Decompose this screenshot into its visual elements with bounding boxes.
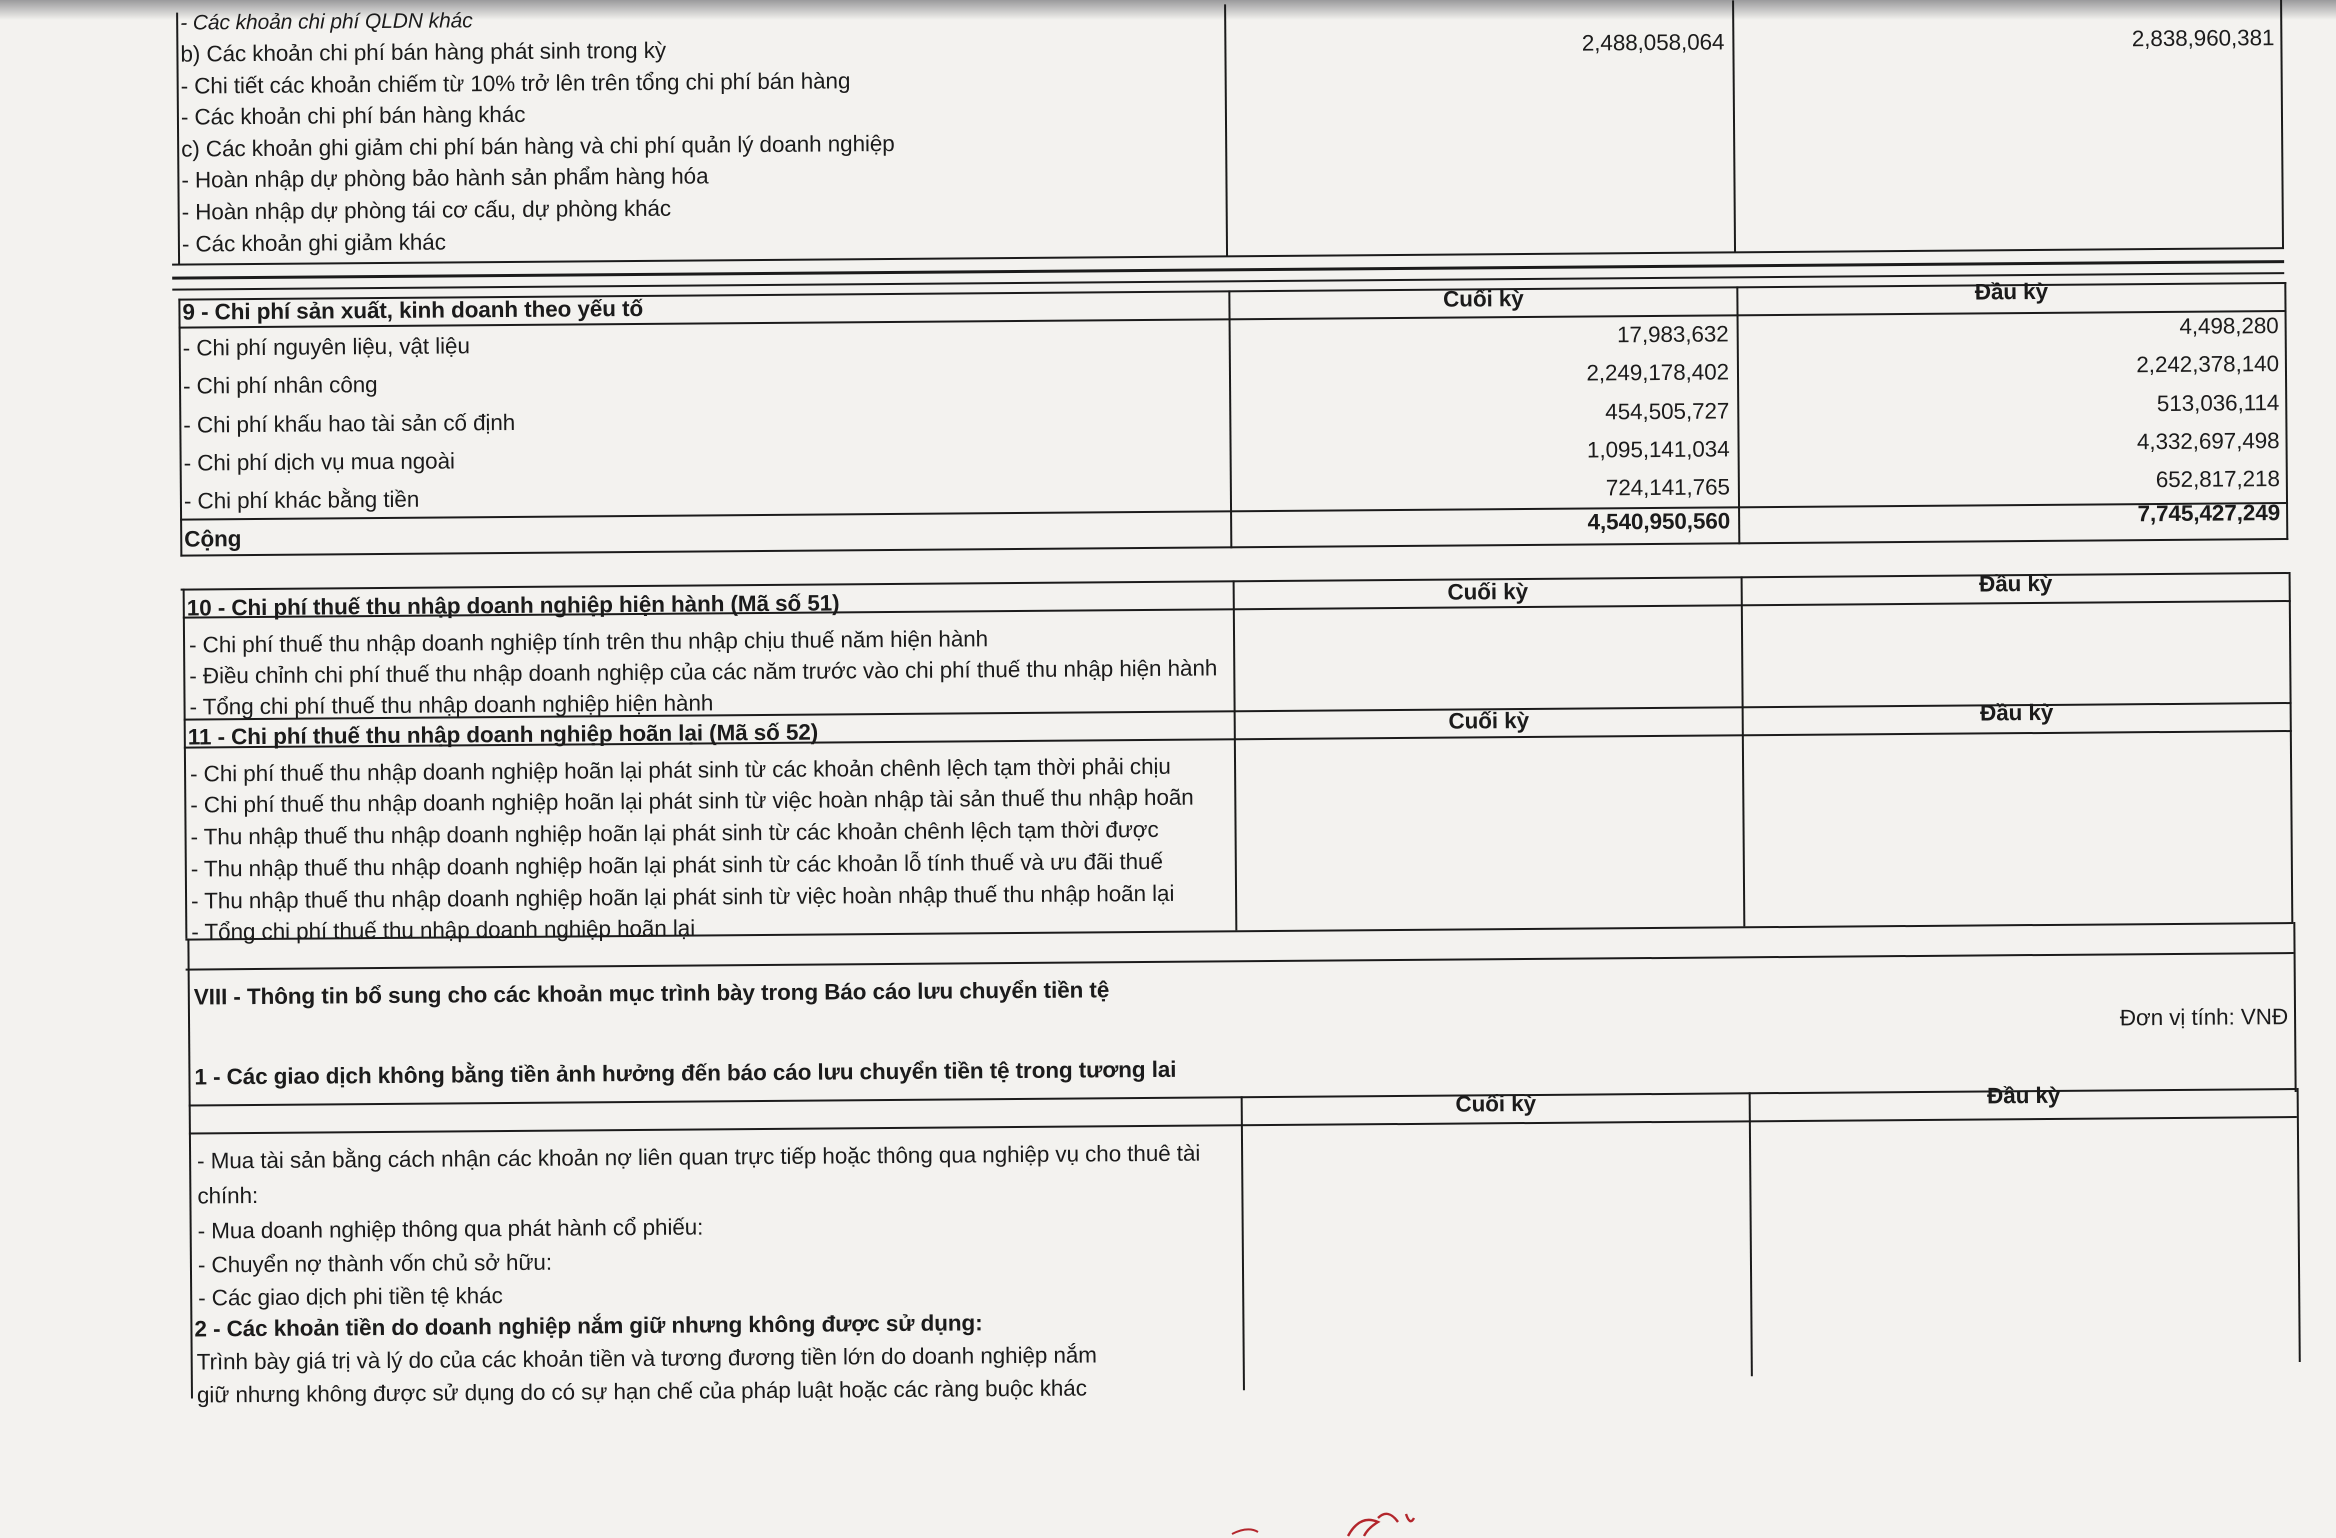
sec10-row: - Tổng chi phí thuế thu nhập doanh nghiệp hiện hành <box>189 690 714 720</box>
sec-viii-row: - Mua doanh nghiệp thông qua phát hành cổ phiếu: <box>197 1214 704 1244</box>
sec10-title: 10 - Chi phí thuế thu nhập doanh nghiệp hiện hành (Mã số 51) <box>186 590 840 621</box>
rule <box>2293 922 2296 1092</box>
sec9-total-label: Cộng <box>184 526 242 552</box>
sec8-row: b) Các khoản chi phí bán hàng phát sinh trong kỳ <box>180 37 667 67</box>
signature-mark <box>1228 1508 1428 1538</box>
sec8-row: - Hoàn nhập dự phòng bảo hành sản phẩm hàng hóa <box>181 163 709 193</box>
sec9-row-begin: 513,036,114 <box>2156 390 2280 417</box>
rule <box>2289 572 2294 922</box>
sec9-row-begin: 4,332,697,498 <box>2136 428 2280 455</box>
sec-viii-sub1-title: 1 - Các giao dịch không bằng tiền ảnh hưởng đến báo cáo lưu chuyển tiền tệ trong tương lai <box>194 1056 1177 1090</box>
sec-viii-title: VIII - Thông tin bổ sung cho các khoản mục trình bày trong Báo cáo lưu chuyển tiền tệ <box>193 977 1110 1010</box>
sec10-row: - Chi phí thuế thu nhập doanh nghiệp tính trên thu nhập chịu thuế năm hiện hành <box>188 626 989 658</box>
sec9-total-begin: 7,745,427,249 <box>2137 500 2281 527</box>
rule <box>1224 4 1228 256</box>
sec9-row-label: - Chi phí dịch vụ mua ngoài <box>183 448 455 476</box>
sec9-row-end: 454,505,727 <box>1605 398 1730 425</box>
sec-viii-col-begin-header: Đầu kỳ <box>1986 1082 2061 1109</box>
sec8-row: - Chi tiết các khoản chiếm từ 10% trở lên trên tổng chi phí bán hàng <box>180 68 851 99</box>
rule <box>183 589 188 939</box>
rule <box>1233 580 1238 930</box>
sec9-row-begin: 4,498,280 <box>2179 313 2279 339</box>
sec9-row-end: 2,249,178,402 <box>1586 359 1730 386</box>
sec9-title: 9 - Chi phí sản xuất, kinh doanh theo yếu tố <box>182 295 644 325</box>
sec9-total-end: 4,540,950,560 <box>1587 508 1731 535</box>
sec8-row: - Các khoản ghi giảm khác <box>181 229 446 257</box>
sec-viii-sub2-row: Trình bày giá trị và lý do của các khoản tiền và tương đương tiền lớn do doanh nghiệp nắm <box>196 1342 1097 1375</box>
rule <box>2280 0 2284 248</box>
sec-viii-row: - Các giao dịch phi tiền tệ khác <box>198 1283 503 1311</box>
sec-viii-sub2-title: 2 - Các khoản tiền do doanh nghiệp nắm giữ nhưng không được sử dụng: <box>194 1310 983 1342</box>
sec8-row: - Các khoản chi phí bán hàng khác <box>180 101 526 130</box>
selling-expense-begin-value: 2,838,960,381 <box>2131 25 2275 52</box>
sec11-row: - Thu nhập thuế thu nhập doanh nghiệp hoãn lại phát sinh từ các khoản lỗ tính thuế và ưu đãi thuế <box>190 848 1163 882</box>
sec10-row: - Điều chỉnh chi phí thuế thu nhập doanh nghiệp của các năm trước vào chi phí thuế thu nhập hiện hành <box>189 655 1218 689</box>
sec8-row: - Các khoản chi phí QLDN khác <box>180 9 473 35</box>
sec9-row-end: 17,983,632 <box>1616 321 1729 348</box>
sec10-col-begin-header: Đầu kỳ <box>1978 570 2053 597</box>
sec-viii-sub2-row: giữ nhưng không được sử dụng do có sự hạn chế của pháp luật hoặc các ràng buộc khác <box>196 1375 1087 1408</box>
sec-viii-row: - Mua tài sản bằng cách nhận các khoản nợ liên quan trực tiếp hoặc thông qua nghiệp vụ cho thuê tài <box>197 1140 1201 1174</box>
sec11-row: - Thu nhập thuế thu nhập doanh nghiệp hoãn lại phát sinh từ việc hoàn nhập thuế thu nhập hoãn lại <box>190 880 1175 914</box>
rule <box>186 952 2294 971</box>
rule <box>1741 576 1746 926</box>
sec11-row: - Thu nhập thuế thu nhập doanh nghiệp hoãn lại phát sinh từ các khoản chênh lệch tạm thời được <box>190 816 1159 850</box>
rule <box>187 939 193 1399</box>
sec8-row: c) Các khoản ghi giảm chi phí bán hàng và chi phí quản lý doanh nghiệp <box>181 130 895 162</box>
sec10-col-end-header: Cuối kỳ <box>1447 579 1529 605</box>
sec9-row-label: - Chi phí khấu hao tài sản cố định <box>183 409 516 438</box>
rule <box>1732 0 1736 252</box>
rule <box>1749 1092 1753 1376</box>
sec9-row-end: 1,095,141,034 <box>1586 436 1730 463</box>
sec11-col-begin-header: Đầu kỳ <box>1979 699 2054 726</box>
sec9-col-begin-header: Đầu kỳ <box>1974 278 2049 305</box>
sec9-row-label: - Chi phí khác bằng tiền <box>183 486 420 514</box>
sec11-row: - Tổng chi phí thuế thu nhập doanh nghiệp hoãn lại <box>191 915 696 945</box>
sec9-row-begin: 652,817,218 <box>2155 466 2280 493</box>
sec-viii-row: chính: <box>197 1183 259 1209</box>
rule <box>180 538 2288 557</box>
sec11-title: 11 - Chi phí thuế thu nhập doanh nghiệp hoãn lại (Mã số 52) <box>187 719 819 750</box>
unit-label: Đơn vị tính: VNĐ <box>2119 1004 2289 1031</box>
sec9-row-label: - Chi phí nguyên liệu, vật liệu <box>182 333 470 361</box>
sec11-row: - Chi phí thuế thu nhập doanh nghiệp hoãn lại phát sinh từ các khoản chênh lệch tạm thời phải chịu <box>189 753 1171 787</box>
sec9-col-end-header: Cuối kỳ <box>1442 286 1524 312</box>
selling-expense-end-value: 2,488,058,064 <box>1581 29 1725 56</box>
sec11-row: - Chi phí thuế thu nhập doanh nghiệp hoãn lại phát sinh từ việc hoàn nhập tài sản thuế thu nhập hoãn <box>190 784 1194 818</box>
rule <box>1241 1096 1245 1390</box>
sec9-row-label: - Chi phí nhân công <box>182 372 378 399</box>
sec9-row-end: 724,141,765 <box>1605 474 1730 501</box>
sec9-row-begin: 2,242,378,140 <box>2136 351 2280 378</box>
rule <box>2297 1088 2301 1362</box>
sec-viii-col-end-header: Cuối kỳ <box>1455 1090 1537 1117</box>
sec-viii-row: - Chuyển nợ thành vốn chủ sở hữu: <box>197 1249 553 1278</box>
sec8-row: - Hoàn nhập dự phòng tái cơ cấu, dự phòng khác <box>181 195 672 225</box>
sec11-col-end-header: Cuối kỳ <box>1448 708 1530 734</box>
